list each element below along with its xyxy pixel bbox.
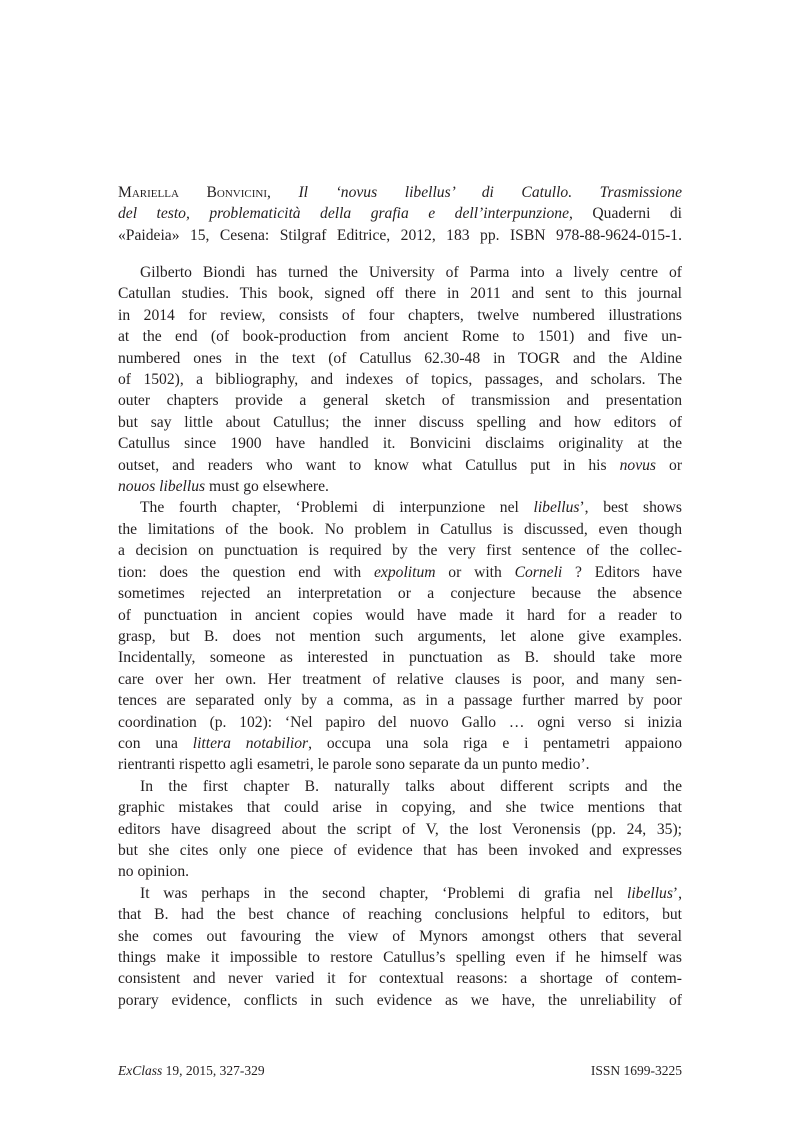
text-line: In the first chapter B. naturally talks about different scripts and the — [140, 777, 682, 795]
text-line: outset, and readers who want to know what Catullus put in his novus or — [118, 456, 683, 474]
text-line: Gilberto Biondi has turned the University of Parma into a lively centre of — [140, 264, 682, 281]
italic-term: Corneli — [514, 563, 563, 581]
text-line: no opinion. — [118, 863, 190, 881]
journal-name: ExClass — [118, 1063, 163, 1078]
issn: ISSN 1699-3225 — [590, 1063, 682, 1078]
text-line: Catullus since 1900 have handled it. Bonvicini disclaims originality at the — [118, 435, 682, 453]
text-line: at the end (of book-production from ancient Rome to 1501) and five un- — [118, 328, 682, 346]
italic-term: novus — [619, 456, 656, 474]
text-line: It was perhaps in the second chapter, ‘Problemi di grafia nel libellus’, — [140, 884, 682, 902]
text-line: outer chapters provide a general sketch of transmission and presentation — [118, 392, 682, 410]
text-line: tences are separated only by a comma, as in a passage further marred by poor — [118, 692, 682, 710]
text-line: but say little about Catullus; the inner discuss spelling and how editors of — [118, 413, 682, 431]
italic-term: libellus — [533, 499, 580, 517]
text-line: a decision on punctuation is required by the very first sentence of the collec- — [118, 542, 682, 560]
paragraph — [118, 776, 682, 883]
italic-term: nouos libellus — [118, 478, 206, 496]
paragraph — [118, 262, 682, 497]
text-line: coordination (p. 102): ‘Nel papiro del nuovo Gallo … ogni verso si inizia — [118, 713, 682, 731]
text-line: con una littera notabilior, occupa una sola riga e i pentametri appaiono — [118, 734, 682, 752]
text-line: she comes out favouring the view of Mynors amongst others that several — [118, 927, 682, 945]
text-line: but she cites only one piece of evidence that has been invoked and expresses — [118, 841, 682, 859]
citation-author: Mariella Bonvicini — [118, 184, 267, 201]
text-line: sometimes rejected an interpretation or a conjecture because the absence — [118, 585, 682, 603]
text-line: numbered ones in the text (of Catullus 62.30-48 in TOGR and the Aldine — [118, 349, 682, 367]
text-line: things make it impossible to restore Catullus’s spelling even if he himself was — [118, 949, 682, 966]
paragraph — [118, 497, 682, 775]
text-line: Catullan studies. This book, signed off there in 2011 and sent to this journal — [118, 285, 682, 303]
text-line: porary evidence, conflicts in such evidence as we have, the unreliability of — [118, 991, 682, 1009]
text-line: in 2014 for review, consists of four chapters, twelve numbered illustrations — [118, 306, 682, 324]
citation-title-part-1: Il ‘novus libellus’ di Catullo. Trasmissione — [298, 184, 683, 201]
text-line: that B. had the best chance of reaching conclusions helpful to editors, but — [118, 906, 682, 924]
text-line: editors have disagreed about the script of V, the lost Veronensis (pp. 24, 35); — [118, 820, 682, 838]
text-line: of punctuation in ancient copies would have made it hard for a reader to — [118, 606, 682, 624]
text-line: graphic mistakes that could arise in copying, and she twice mentions that — [118, 799, 682, 817]
text-line: rientranti rispetto agli esametri, le parole sono separate da un punto medio’. — [118, 756, 590, 774]
text-line: grasp, but B. does not mention such arguments, let alone give examples. — [118, 627, 682, 645]
citation-line-3: «Paideia» 15, Cesena: Stilgraf Editrice, 2012, 183 pp. ISBN 978-88-9624-015-1. — [118, 226, 682, 244]
citation-title-part-2: del testo, problematicità della grafia e dell’interpunzione — [118, 205, 570, 223]
review-body — [118, 262, 682, 1011]
text-line: of 1502), a bibliography, and indexes of topics, passages, and scholars. The — [118, 371, 682, 389]
text-line: nouos libellus must go elsewhere. — [118, 478, 329, 496]
text-line: Incidentally, someone as interested in punctuation as B. should take more — [118, 649, 682, 667]
citation-series: , Quaderni di — [569, 205, 682, 223]
review-citation — [118, 182, 682, 246]
journal-reference — [118, 1062, 265, 1080]
paragraph — [118, 883, 682, 1011]
text-line: care over her own. Her treatment of relative clauses is poor, and many sen- — [118, 670, 682, 688]
italic-term: littera notabilior — [192, 734, 309, 752]
citation-line-1: Mariella Bonvicini, Il ‘novus libellus’ di Catullo. Trasmissione — [118, 184, 683, 201]
citation-line-2 — [118, 203, 682, 224]
text-line: tion: does the question end with expolitum or with Corneli ? Editors have — [118, 563, 682, 581]
italic-term: expolitum — [374, 563, 436, 581]
text-line: the limitations of the book. No problem in Catullus is discussed, even though — [118, 520, 682, 538]
text-line: consistent and never varied it for contextual reasons: a shortage of contem- — [118, 970, 682, 988]
text-line: The fourth chapter, ‘Problemi di interpunzione nel libellus’, best shows — [140, 499, 682, 517]
italic-term: libellus — [626, 884, 673, 902]
journal-issue: 19, 2015, 327-329 — [162, 1063, 265, 1078]
